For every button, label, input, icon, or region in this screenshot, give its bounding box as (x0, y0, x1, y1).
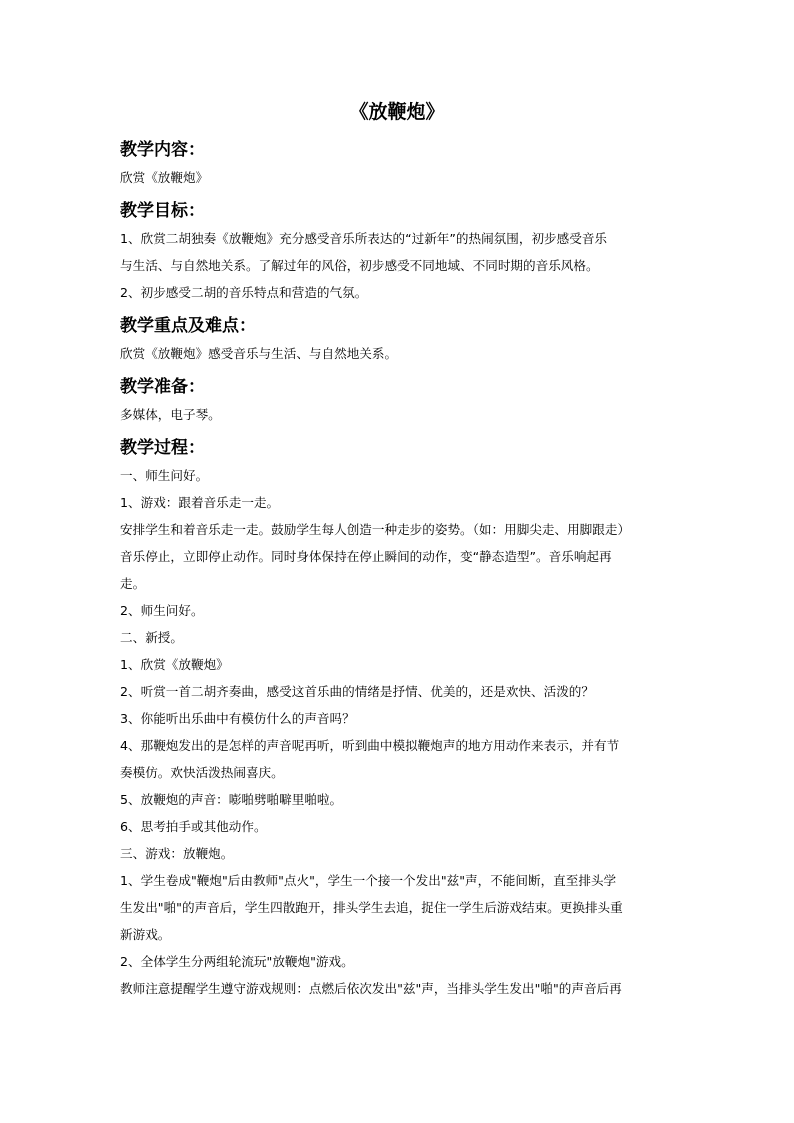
paragraph-line: 6、思考拍手或其他动作。 (120, 819, 267, 834)
section-content (120, 136, 676, 191)
paragraph-line: 5、放鞭炮的声音：嘭啪劈啪噼里啪啦。 (120, 792, 343, 807)
paragraph-line: 3、你能听出乐曲中有模仿什么的声音吗？ (120, 711, 355, 726)
paragraph-line: 2、听赏一首二胡齐奏曲，感受这首乐曲的情绪是抒情、优美的，还是欢快、活泼的？ (120, 684, 594, 699)
paragraph-line: 二、新授。 (120, 630, 183, 645)
heading-key-points: 教学重点及难点： (120, 316, 256, 336)
paragraph-line: 与生活、与自然地关系。了解过年的风俗，初步感受不同地域、不同时期的音乐风格。 (120, 258, 599, 273)
paragraph-line: 1、欣赏《放鞭炮》 (120, 657, 229, 672)
paragraph-line: 多媒体，电子琴。 (120, 407, 221, 422)
section-key-points (120, 312, 676, 367)
paragraph-line: 2、全体学生分两组轮流玩"放鞭炮"游戏。 (120, 954, 354, 969)
paragraph-line: 1、欣赏二胡独奏《放鞭炮》充分感受音乐所表达的“过新年”的热闹氛围，初步感受音乐 (120, 231, 608, 246)
paragraph-line: 一、师生问好。 (120, 468, 209, 483)
paragraph-line: 音乐停止，立即停止动作。同时身体保持在停止瞬间的动作，变“静态造型”。音乐响起再 (120, 549, 612, 564)
paragraph-line: 欣赏《放鞭炮》 (120, 170, 209, 185)
heading-preparation: 教学准备： (120, 377, 205, 397)
section-goals (120, 197, 676, 306)
heading-goals: 教学目标： (120, 201, 205, 221)
paragraph-line: 4、那鞭炮发出的是怎样的声音呢再听，听到曲中模拟鞭炮声的地方用动作来表示，并有节 (120, 738, 620, 753)
document-body (120, 136, 676, 1002)
paragraph-line: 教师注意提醒学生遵守游戏规则：点燃后依次发出"兹"声，当排头学生发出"啪"的声音后再 (120, 981, 622, 996)
paragraph-line: 2、初步感受二胡的音乐特点和营造的气氛。 (120, 285, 368, 300)
paragraph-line: 奏模仿。欢快活泼热闹喜庆。 (120, 765, 284, 780)
paragraph-line: 1、游戏：跟着音乐走一走。 (120, 495, 280, 510)
paragraph-line: 2、师生问好。 (120, 603, 204, 618)
paragraph-line: 新游戏。 (120, 927, 171, 942)
document-title: 《放鞭炮》 (349, 101, 445, 123)
section-process (120, 434, 676, 1002)
paragraph-line: 生发出"啪"的声音后，学生四散跑开，排头学生去追，捉住一学生后游戏结束。更换排头重 (120, 900, 623, 915)
paragraph-line: 1、学生卷成"鞭炮"后由教师"点火"，学生一个接一个发出"兹"声，不能间断，直至排头学 (120, 873, 617, 888)
paragraph-line: 欣赏《放鞭炮》感受音乐与生活、与自然地关系。 (120, 346, 398, 361)
paragraph-line: 三、游戏：放鞭炮。 (120, 846, 234, 861)
paragraph-line: 安排学生和着音乐走一走。鼓励学生每人创造一种走步的姿势。（如：用脚尖走、用脚跟走） (120, 522, 631, 537)
heading-content: 教学内容： (120, 140, 205, 160)
paragraph-line: 走。 (120, 576, 146, 591)
heading-process: 教学过程： (120, 438, 205, 458)
section-preparation (120, 373, 676, 428)
